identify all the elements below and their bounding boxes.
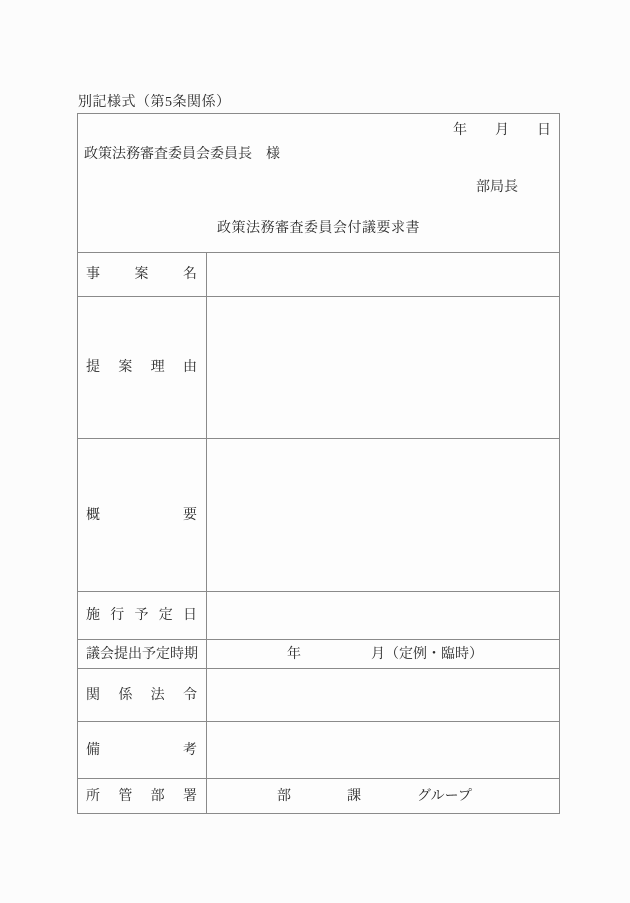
row-remarks — [78, 721, 559, 778]
row-label: 提 案 理 由 — [78, 297, 207, 438]
row-label: 事 案 名 — [78, 253, 207, 296]
row-value — [207, 297, 559, 438]
date-line: 年 月 日 — [453, 123, 551, 138]
row-label: 備 考 — [78, 722, 207, 778]
row-proposal-reason — [78, 296, 559, 438]
form-note: 別記様式（第5条関係） — [78, 95, 231, 110]
row-summary — [78, 438, 559, 591]
row-planned-enforcement-date — [78, 591, 559, 639]
row-value — [207, 253, 559, 296]
row-label: 概 要 — [78, 439, 207, 591]
form-title: 政策法務審査委員会付議要求書 — [217, 221, 420, 236]
row-case-name — [78, 252, 559, 296]
row-value — [207, 592, 559, 639]
row-label: 関 係 法 令 — [78, 669, 207, 721]
row-value: 年 月（定例・臨時） — [287, 646, 483, 662]
row-value — [207, 669, 559, 721]
row-label: 施 行 予 定 日 — [78, 592, 207, 639]
form-header-cell — [78, 114, 559, 252]
row-responsible-department — [78, 778, 559, 813]
author-line: 部局長 — [476, 180, 518, 195]
referral-request-form — [77, 113, 560, 814]
row-value — [207, 439, 559, 591]
addressee-line: 政策法務審査委員会委員長 様 — [84, 147, 280, 162]
row-label: 議 会 提 出 予 定 時 期 — [78, 640, 207, 668]
row-value: 部 課 グループ — [277, 788, 472, 804]
row-value — [207, 722, 559, 778]
row-label: 所 管 部 署 — [78, 779, 207, 813]
row-related-laws — [78, 668, 559, 721]
row-assembly-submission-period — [78, 639, 559, 668]
